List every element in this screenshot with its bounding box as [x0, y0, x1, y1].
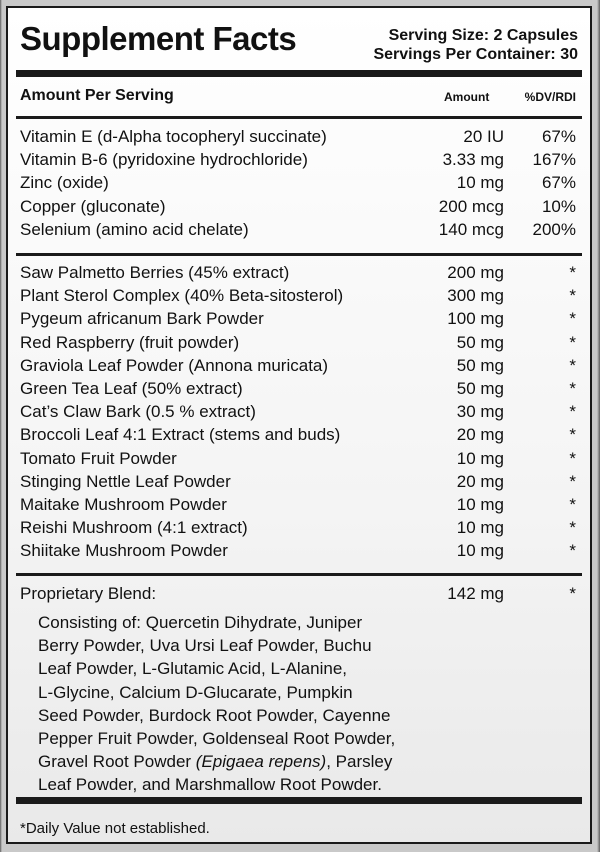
ingredient-row — [20, 539, 578, 562]
nutrient-row — [20, 148, 578, 171]
nutrient-name: Zinc (oxide) — [20, 173, 109, 193]
blend-line — [38, 750, 468, 773]
blend-line: Leaf Powder, and Marshmallow Root Powder. — [38, 775, 382, 795]
ingredient-dv: * — [569, 541, 576, 561]
ingredient-name: Pygeum africanum Bark Powder — [20, 309, 264, 329]
ingredient-row — [20, 447, 578, 470]
nutrient-dv: 200% — [532, 219, 576, 239]
ingredient-dv: * — [569, 263, 576, 282]
ingredient-amount: 50 mg — [456, 355, 504, 375]
top-divider — [16, 70, 582, 77]
nutrient-name: Vitamin B-6 (pyridoxine hydrochloride) — [20, 150, 308, 170]
amount-per-serving-label: Amount Per Serving — [20, 87, 174, 104]
ingredient-name: Tomato Fruit Powder — [20, 448, 177, 468]
ingredient-row — [20, 307, 578, 330]
ingredient-amount: 30 mg — [456, 402, 504, 422]
nutrient-row — [20, 125, 578, 148]
ingredient-row — [20, 493, 578, 516]
ingredient-row — [20, 377, 578, 400]
ingredient-name: Cat’s Claw Bark (0.5 % extract) — [20, 402, 256, 422]
ingredient-amount: 200 mg — [447, 263, 504, 282]
ingredient-name: Red Raspberry (fruit powder) — [20, 332, 240, 352]
ingredient-name: Graviola Leaf Powder (Annona muricata) — [20, 355, 329, 375]
blend-dv: * — [569, 584, 576, 603]
ingredient-name: Stinging Nettle Leaf Powder — [20, 471, 231, 491]
ingredient-amount: 10 mg — [456, 494, 504, 514]
blend-amount: 142 mg — [447, 584, 504, 603]
ingredient-dv: * — [569, 518, 576, 538]
blend-line: L-Glycine, Calcium D-Glucarate, Pumpkin — [38, 682, 353, 702]
footnote: *Daily Value not established. — [20, 820, 210, 837]
nutrient-amount: 140 mcg — [438, 219, 504, 239]
ingredient-name: Plant Sterol Complex (40% Beta-sitosterol) — [20, 286, 344, 306]
blend-header — [20, 582, 578, 605]
amount-header: Amount — [444, 90, 490, 104]
ingredient-dv: * — [569, 425, 576, 445]
ingredient-dv: * — [569, 471, 576, 491]
nutrient-name: Selenium (amino acid chelate) — [20, 219, 249, 239]
nutrient-name: Copper (gluconate) — [20, 196, 166, 216]
ingredient-row — [20, 470, 578, 493]
nutrient-row — [20, 195, 578, 218]
ingredient-row — [20, 284, 578, 307]
nutrient-amount: 10 mg — [456, 173, 504, 193]
serving-size: Serving Size: 2 Capsules — [388, 27, 578, 44]
blend-text-segment: , Parsley — [326, 752, 393, 772]
header-divider — [16, 116, 582, 119]
nutrient-amount: 200 mcg — [438, 196, 504, 216]
blend-text-segment: Gravel Root Powder — [38, 752, 196, 772]
ingredient-dv: * — [569, 494, 576, 514]
nutrient-dv: 167% — [532, 150, 576, 170]
nutrient-dv: 67% — [541, 173, 576, 193]
herbs-divider — [16, 573, 582, 576]
ingredient-row — [20, 400, 578, 423]
ingredient-name: Green Tea Leaf (50% extract) — [20, 378, 243, 398]
ingredient-amount: 50 mg — [456, 378, 504, 398]
ingredient-amount: 20 mg — [456, 425, 504, 445]
ingredient-name: Broccoli Leaf 4:1 Extract (stems and buds) — [20, 425, 341, 445]
ingredient-amount: 10 mg — [456, 541, 504, 561]
panel-title: Supplement Facts — [20, 20, 297, 57]
ingredient-name: Saw Palmetto Berries (45% extract) — [20, 263, 290, 282]
supplement-facts-panel — [6, 6, 592, 844]
bottom-divider — [16, 797, 582, 804]
blend-line: Leaf Powder, L-Glutamic Acid, L-Alanine, — [38, 659, 347, 679]
blend-line: Consisting of: Quercetin Dihydrate, Juniper — [38, 613, 363, 632]
ingredient-amount: 20 mg — [456, 471, 504, 491]
nutrient-dv: 10% — [541, 196, 576, 216]
nutrient-row — [20, 171, 578, 194]
blend-ingredients — [38, 611, 468, 797]
blend-line: Seed Powder, Burdock Root Powder, Cayenne — [38, 705, 391, 725]
blend-name: Proprietary Blend: — [20, 584, 157, 603]
herbs-group — [20, 261, 578, 562]
vitamins-group — [20, 125, 578, 241]
ingredient-amount: 50 mg — [456, 332, 504, 352]
ingredient-row — [20, 331, 578, 354]
column-header — [20, 87, 578, 109]
ingredient-amount: 10 mg — [456, 448, 504, 468]
serving-info — [373, 26, 578, 64]
nutrient-amount: 20 IU — [463, 127, 504, 146]
vitamins-divider — [16, 253, 582, 256]
ingredient-row — [20, 261, 578, 284]
ingredient-row — [20, 516, 578, 539]
nutrient-amount: 3.33 mg — [442, 150, 504, 170]
ingredient-dv: * — [569, 378, 576, 398]
ingredient-amount: 10 mg — [456, 518, 504, 538]
ingredient-amount: 100 mg — [447, 309, 504, 329]
ingredient-row — [20, 423, 578, 446]
blend-line: Berry Powder, Uva Ursi Leaf Powder, Buchu — [38, 636, 372, 656]
ingredient-row — [20, 354, 578, 377]
nutrient-name: Vitamin E (d-Alpha tocopheryl succinate) — [20, 127, 327, 146]
ingredient-dv: * — [569, 448, 576, 468]
ingredient-name: Reishi Mushroom (4:1 extract) — [20, 518, 248, 538]
ingredient-dv: * — [569, 309, 576, 329]
blend-row — [20, 582, 578, 605]
nutrient-dv: 67% — [541, 127, 576, 146]
servings-per-container: Servings Per Container: 30 — [373, 46, 578, 63]
nutrient-row — [20, 218, 578, 241]
ingredient-amount: 300 mg — [447, 286, 504, 306]
ingredient-name: Maitake Mushroom Powder — [20, 494, 227, 514]
latin-name: (Epigaea repens) — [195, 752, 327, 772]
ingredient-name: Shiitake Mushroom Powder — [20, 541, 228, 561]
ingredient-dv: * — [569, 402, 576, 422]
blend-line: Pepper Fruit Powder, Goldenseal Root Powder, — [38, 729, 396, 749]
ingredient-dv: * — [569, 355, 576, 375]
dv-header: %DV/RDI — [524, 90, 576, 104]
ingredient-dv: * — [569, 332, 576, 352]
ingredient-dv: * — [569, 286, 576, 306]
